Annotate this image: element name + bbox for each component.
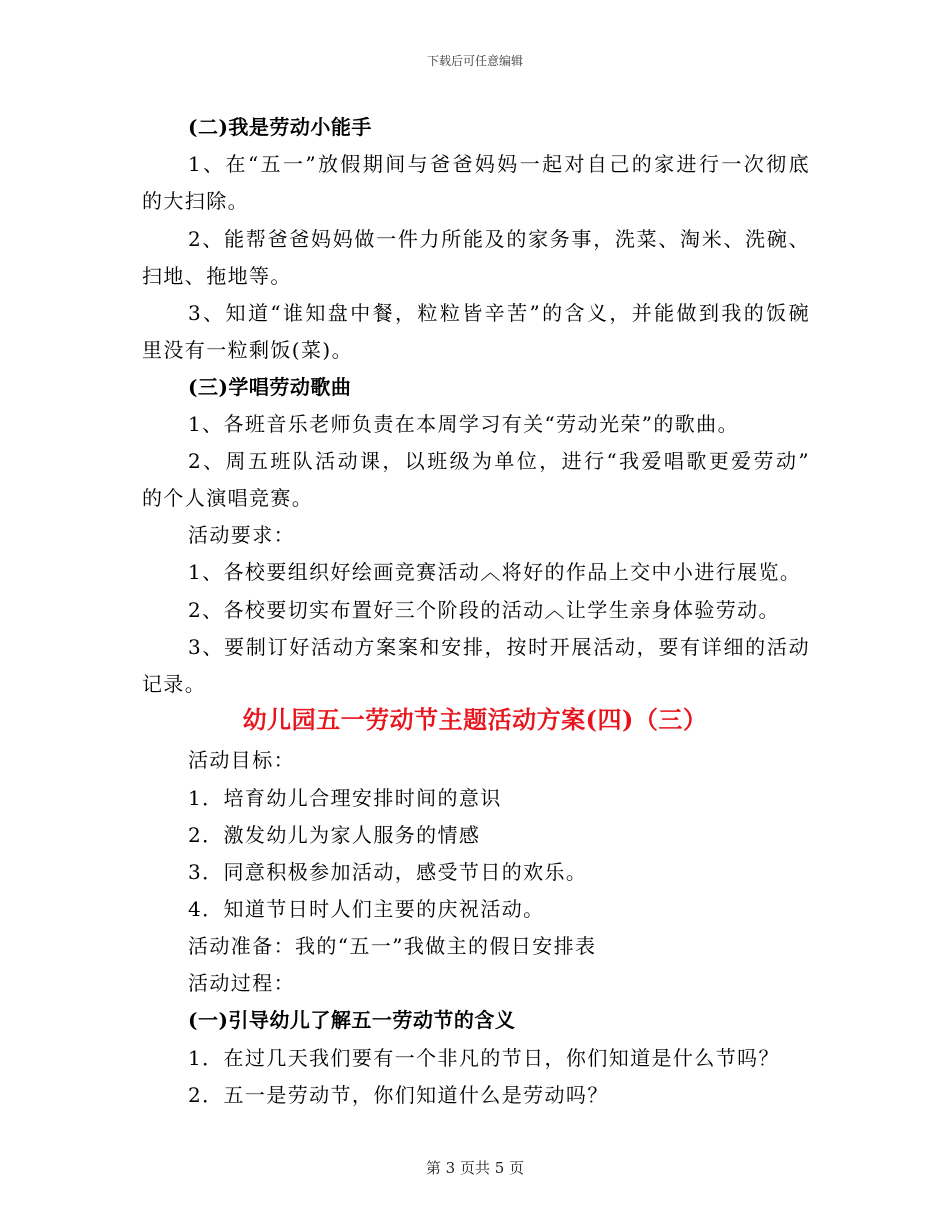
section-heading-labor-songs: (三)学唱劳动歌曲 xyxy=(188,375,352,399)
paragraph-line: 里没有一粒剩饭(菜)。 xyxy=(142,338,354,362)
paragraph-line: 3、要制订好活动方案案和安排，按时开展活动，要有详细的活动 xyxy=(188,635,810,659)
paragraph-line: 1、各校要组织好绘画竞赛活动︿将好的作品上交中小进行展览。 xyxy=(188,560,802,584)
page-footer: 第 3 页共 5 页 xyxy=(425,1159,525,1177)
preparation-line: 活动准备：我的“五一”我做主的假日安排表 xyxy=(188,934,597,958)
section-title: 幼儿园五一劳动节主题活动方案(四)（三） xyxy=(242,705,708,734)
goal-item: 2．激发幼儿为家人服务的情感 xyxy=(188,823,481,847)
goal-item: 3．同意积极参加活动，感受节日的欢乐。 xyxy=(188,860,588,884)
goal-item: 1．培育幼儿合理安排时间的意识 xyxy=(188,786,502,810)
paragraph-line: 扫地、拖地等。 xyxy=(142,264,292,288)
paragraph-line: 1、各班音乐老师负责在本周学习有关“劳动光荣”的歌曲。 xyxy=(188,412,739,436)
question-item: 2．五一是劳动节，你们知道什么是劳动吗？ xyxy=(188,1083,609,1107)
paragraph-line: 2、周五班队活动课，以班级为单位，进行“我爱唱歌更爱劳动” xyxy=(188,449,810,473)
goals-label: 活动目标： xyxy=(188,748,295,772)
paragraph-line: 1、在“五一”放假期间与爸爸妈妈一起对自己的家进行一次彻底 xyxy=(188,152,810,176)
paragraph-line: 的大扫除。 xyxy=(142,189,249,213)
process-label: 活动过程： xyxy=(188,971,295,995)
page-header: 下载后可任意编辑 xyxy=(426,54,523,68)
section-heading-labor-helper: (二)我是劳动小能手 xyxy=(188,115,372,139)
paragraph-line: 的个人演唱竞赛。 xyxy=(142,486,314,510)
goal-item: 4．知道节日时人们主要的庆祝活动。 xyxy=(188,897,545,921)
requirements-label: 活动要求： xyxy=(188,523,295,547)
paragraph-line: 2、各校要切实布置好三个阶段的活动︿让学生亲身体验劳动。 xyxy=(188,598,780,622)
paragraph-line: 记录。 xyxy=(142,672,207,696)
paragraph-line: 2、能帮爸爸妈妈做一件力所能及的家务事，洗菜、淘米、洗碗、 xyxy=(188,227,810,251)
question-item: 1．在过几天我们要有一个非凡的节日，你们知道是什么节吗？ xyxy=(188,1046,780,1070)
paragraph-line: 3、知道“谁知盘中餐，粒粒皆辛苦”的含义，并能做到我的饭碗 xyxy=(188,301,810,325)
step-heading: (一)引导幼儿了解五一劳动节的含义 xyxy=(188,1008,516,1032)
